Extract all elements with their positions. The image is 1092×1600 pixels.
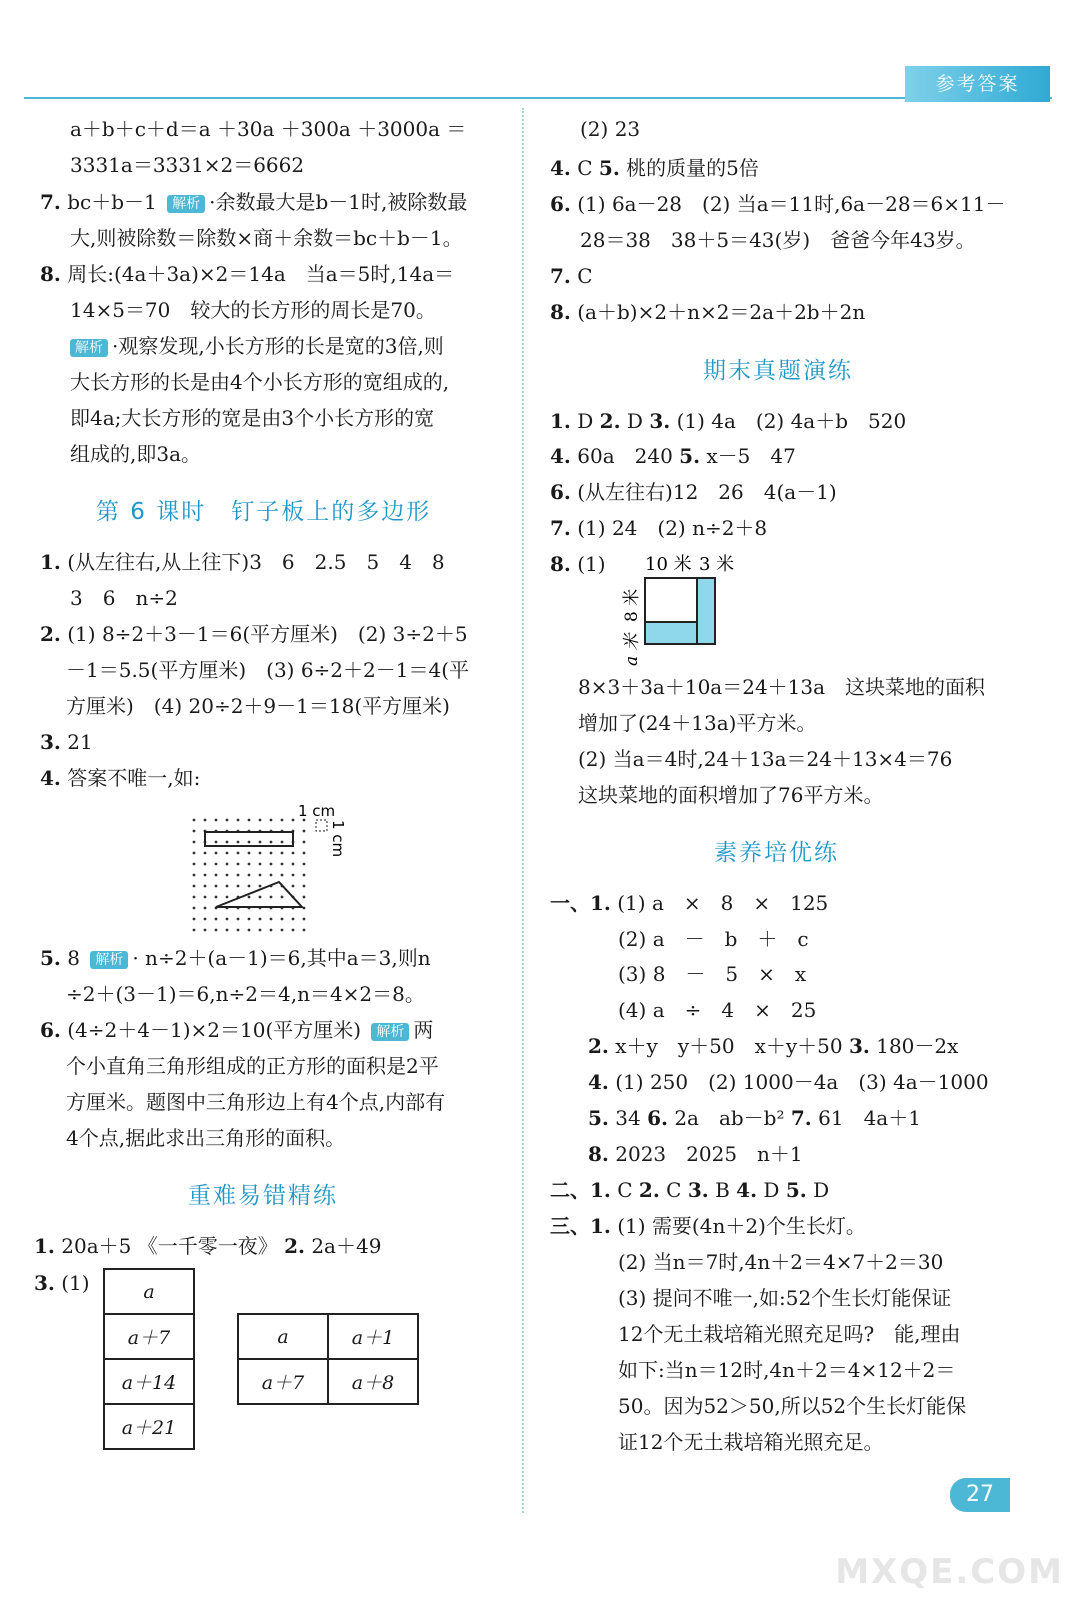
peg-dot <box>248 885 251 888</box>
item-number: 7. <box>550 516 571 540</box>
peg-dot <box>270 918 273 921</box>
answer-text: 21 <box>67 730 93 754</box>
peg-dot <box>237 885 240 888</box>
peg-dot <box>226 918 229 921</box>
item-number: 5. <box>785 1178 807 1202</box>
table-cell: a＋7 <box>238 1359 328 1404</box>
answer-text: 61 4a＋1 <box>818 1106 921 1130</box>
answer-text: (从左往右)12 26 4(a－1) <box>577 480 837 504</box>
item-number: 3. <box>687 1178 709 1202</box>
answer-text: C <box>577 264 593 288</box>
peg-dot <box>215 819 218 822</box>
peg-dot <box>237 929 240 932</box>
table-cell: a <box>104 1269 194 1314</box>
item-number: 6. <box>550 480 571 504</box>
peg-dot <box>226 819 229 822</box>
peg-dot <box>215 918 218 921</box>
section-title-literacy: 素养培优练 <box>714 840 839 866</box>
peg-dot <box>215 874 218 877</box>
peg-dot <box>270 841 273 844</box>
answer-2 <box>40 621 468 647</box>
answer-6 <box>550 191 1005 217</box>
width-add-label: 3 米 <box>699 554 735 575</box>
peg-dot <box>270 819 273 822</box>
peg-dot <box>204 874 207 877</box>
peg-dot <box>259 852 262 855</box>
item-number: 4. <box>40 766 61 790</box>
peg-dot <box>193 863 196 866</box>
peg-dot <box>193 929 196 932</box>
answer-line: (3) 提问不唯一,如:52个生长灯能保证 <box>618 1286 952 1310</box>
answer-7 <box>550 515 767 541</box>
answer-text: 周长:(4a＋3a)×2＝14a 当a＝5时,14a＝ <box>67 262 455 286</box>
peg-dot <box>292 863 295 866</box>
peg-dot <box>193 896 196 899</box>
peg-dot <box>204 863 207 866</box>
item-number: 8. <box>40 262 61 286</box>
item-number: 3. <box>848 1034 870 1058</box>
peg-dot <box>193 819 196 822</box>
item-number: 1. <box>550 409 571 433</box>
answer-text: C <box>577 156 593 180</box>
item-number: 一、1. <box>550 891 611 915</box>
answer-line: 方厘米) (4) 20÷2＋9－1＝18(平方厘米) <box>66 694 450 718</box>
answer-line: 这块菜地的面积增加了76平方米。 <box>578 783 884 807</box>
item-number: 8. <box>550 552 571 576</box>
answer-text: 答案不唯一,如: <box>67 766 201 790</box>
answer-text: (a＋b)×2＋n×2＝2a＋2b＋2n <box>577 300 866 324</box>
answer-line: ÷2＋(3－1)＝6,n÷2＝4,n＝4×2＝8。 <box>66 982 425 1006</box>
item-number: 2. <box>40 622 61 646</box>
group-3-item-1 <box>550 1213 866 1239</box>
peg-dot <box>303 863 306 866</box>
answer-line: 3 6 n÷2 <box>70 586 178 610</box>
analysis-tag: 解析 <box>167 195 205 213</box>
item-number: 8. <box>588 1142 609 1166</box>
peg-dot <box>292 885 295 888</box>
item-number: 三、1. <box>550 1214 611 1238</box>
answer-line: a＋b＋c＋d＝a ＋30a ＋300a ＋3000a ＝ <box>70 117 467 141</box>
peg-dot <box>270 852 273 855</box>
analysis-text: · n÷2＋(a－1)＝6,其中a＝3,则n <box>132 946 431 970</box>
peg-dot <box>193 852 196 855</box>
group-1-item-1 <box>550 890 828 916</box>
peg-dot <box>193 918 196 921</box>
peg-dot <box>281 841 284 844</box>
answer-3 <box>40 729 93 755</box>
answer-text: (1) 250 (2) 1000－4a (3) 4a－1000 <box>615 1070 989 1094</box>
item-number: 1. <box>34 1234 55 1258</box>
answer-line: 28＝38 38＋5＝43(岁) 爸爸今年43岁。 <box>580 228 976 252</box>
peg-dot <box>270 929 273 932</box>
peg-dot <box>193 885 196 888</box>
peg-dot <box>281 819 284 822</box>
item-number: 7. <box>550 264 571 288</box>
item-number: 2. <box>638 1178 660 1202</box>
item-number: 1. <box>40 550 61 574</box>
answer-line: (2) a － b ＋ c <box>618 927 809 951</box>
peg-dot <box>248 819 251 822</box>
added-strip-right <box>697 578 715 644</box>
length-label: 10 米 <box>645 554 692 575</box>
item-number: 7. <box>40 190 61 214</box>
peg-dot <box>193 830 196 833</box>
answer-3 <box>34 1270 90 1296</box>
peg-dot <box>215 852 218 855</box>
answer-text: (从左往右,从上往下)3 6 2.5 5 4 8 <box>67 550 445 574</box>
peg-dot <box>281 863 284 866</box>
peg-dot <box>292 929 295 932</box>
table-cell: a＋21 <box>104 1404 194 1449</box>
peg-dot <box>215 863 218 866</box>
item-number: 3. <box>40 730 61 754</box>
item-number: 2. <box>284 1234 305 1258</box>
peg-dot <box>226 863 229 866</box>
answer-line: (2) 23 <box>580 117 641 141</box>
analysis-text: ·余数最大是b－1时,被除数最 <box>209 190 468 214</box>
answer-text: C <box>617 1178 633 1202</box>
peg-dot <box>303 929 306 932</box>
answer-text: D <box>813 1178 830 1202</box>
watermark: MXQE.COM <box>835 1552 1064 1592</box>
peg-dot <box>237 852 240 855</box>
answer-text: (1) 4a (2) 4a＋b 520 <box>676 409 907 433</box>
peg-dot <box>281 929 284 932</box>
peg-dot <box>204 918 207 921</box>
peg-dot <box>248 852 251 855</box>
item-number: 5. <box>588 1106 609 1130</box>
answer-line: (2) 当a＝4时,24＋13a＝24＋13×4＝76 <box>578 747 953 771</box>
item-number: 二、1. <box>550 1178 611 1202</box>
answer-6 <box>40 1017 433 1043</box>
item-number: 4. <box>550 444 571 468</box>
answer-line: 大,则被除数＝除数×商＋余数＝bc＋b－1。 <box>70 226 463 250</box>
peg-dot <box>248 874 251 877</box>
peg-dot <box>237 819 240 822</box>
peg-dot <box>226 852 229 855</box>
peg-dot <box>226 841 229 844</box>
answer-text: (1) 需要(4n＋2)个生长灯。 <box>617 1214 866 1238</box>
answer-text: D <box>626 409 643 433</box>
answer-line: 14×5＝70 较大的长方形的周长是70。 <box>70 298 436 322</box>
answer-text: C <box>666 1178 682 1202</box>
group-2-items <box>550 1177 829 1203</box>
peg-dot <box>270 874 273 877</box>
answer-line: 12个无土栽培箱光照充足吗? 能,理由 <box>618 1322 961 1346</box>
pegboard-dots <box>193 819 306 932</box>
answer-line: 3331a＝3331×2＝6662 <box>70 153 305 177</box>
answer-4 <box>588 1069 989 1095</box>
answer-line: 证12个无土栽培箱光照充足。 <box>618 1430 884 1454</box>
peg-dot <box>259 885 262 888</box>
answer-line: 增加了(24＋13a)平方米。 <box>578 711 817 735</box>
answer-line: －1＝5.5(平方厘米) (3) 6÷2＋2－1＝4(平 <box>66 658 470 682</box>
peg-dot <box>303 852 306 855</box>
peg-dot <box>259 918 262 921</box>
answer-8 <box>40 261 454 287</box>
calendar-column-table <box>103 1268 195 1450</box>
answer-4-5 <box>550 155 759 181</box>
peg-dot <box>292 852 295 855</box>
answer-text: x＋y y＋50 x＋y＋50 <box>615 1034 843 1058</box>
item-number: 5. <box>40 946 61 970</box>
peg-dot <box>303 896 306 899</box>
analysis-tag: 解析 <box>371 1023 409 1041</box>
answer-line: (4) a ÷ 4 × 25 <box>618 998 817 1022</box>
header-rule <box>24 97 1052 99</box>
header-tab: 参考答案 <box>905 66 1050 102</box>
answer-text: (1) 24 (2) n÷2＋8 <box>577 516 768 540</box>
peg-dot <box>292 819 295 822</box>
answer-8 <box>588 1141 803 1167</box>
answer-text: (1) 8÷2＋3－1＝6(平方厘米) (2) 3÷2＋5 <box>67 622 468 646</box>
item-number: 6. <box>647 1106 668 1130</box>
peg-dot <box>259 929 262 932</box>
peg-dot <box>204 819 207 822</box>
peg-dot <box>237 863 240 866</box>
item-number: 5. <box>598 156 620 180</box>
peg-dot <box>248 896 251 899</box>
answer-line: 组成的,即3a。 <box>70 442 202 466</box>
peg-dot <box>292 918 295 921</box>
peg-dot <box>226 929 229 932</box>
table-cell: a＋8 <box>328 1359 418 1404</box>
answer-line: 4个点,据此求出三角形的面积。 <box>66 1126 346 1150</box>
answer-line: 如下:当n＝12时,4n＋2＝4×12＋2＝ <box>618 1358 956 1382</box>
pegboard-figure <box>180 800 360 940</box>
answer-text: 34 <box>615 1106 641 1130</box>
peg-dot <box>303 885 306 888</box>
peg-dot <box>226 885 229 888</box>
answer-line: (3) 8 － 5 × x <box>618 962 807 986</box>
item-number: 4. <box>736 1178 758 1202</box>
peg-dot <box>237 918 240 921</box>
answer-line: 方厘米。题图中三角形边上有4个点,内部有 <box>66 1090 446 1114</box>
answer-line: 大长方形的长是由4个小长方形的宽组成的, <box>70 370 450 394</box>
table-cell: a＋1 <box>328 1314 418 1359</box>
answer-line: 即4a;大长方形的宽是由3个小长方形的宽 <box>70 406 435 430</box>
item-number: 6. <box>550 192 571 216</box>
peg-dot <box>281 874 284 877</box>
peg-dot <box>248 918 251 921</box>
item-number: 4. <box>588 1070 609 1094</box>
analysis-text: 两 <box>413 1018 434 1042</box>
answer-text: 桃的质量的5倍 <box>626 156 759 180</box>
peg-dot <box>215 885 218 888</box>
peg-dot <box>259 896 262 899</box>
item-number: 3. <box>649 409 671 433</box>
peg-dot <box>248 841 251 844</box>
answer-text: 180－2x <box>876 1034 959 1058</box>
peg-dot <box>303 874 306 877</box>
answer-6 <box>550 479 837 505</box>
item-number: 4. <box>550 156 571 180</box>
answer-text: 2a ab－b² <box>674 1106 785 1130</box>
answer-text: 60a 240 <box>577 444 673 468</box>
item-number: 8. <box>550 300 571 324</box>
peg-dot <box>204 885 207 888</box>
answer-text: 20a＋5 《一千零一夜》 <box>61 1234 278 1258</box>
answer-text: 8 <box>67 946 80 970</box>
answer-text: 2023 2025 n＋1 <box>615 1142 803 1166</box>
peg-dot <box>259 819 262 822</box>
answer-4 <box>40 765 200 791</box>
answer-text: B <box>715 1178 730 1202</box>
answer-5-7 <box>588 1105 921 1131</box>
peg-dot <box>303 830 306 833</box>
garden-figure <box>615 548 755 670</box>
peg-dot <box>281 852 284 855</box>
answer-text: D <box>763 1178 780 1202</box>
peg-dot <box>237 841 240 844</box>
peg-dot <box>248 863 251 866</box>
peg-dot <box>226 874 229 877</box>
answer-1 <box>34 1233 381 1259</box>
peg-dot <box>303 918 306 921</box>
peg-dot <box>248 929 251 932</box>
answer-text: D <box>577 409 594 433</box>
peg-dot <box>270 863 273 866</box>
peg-dot <box>237 874 240 877</box>
peg-dot <box>292 874 295 877</box>
peg-dot <box>281 896 284 899</box>
item-number: 3. <box>34 1271 55 1295</box>
peg-dot <box>193 841 196 844</box>
answer-7 <box>550 263 593 289</box>
item-number: 6. <box>40 1018 61 1042</box>
answer-1 <box>40 549 445 575</box>
column-divider <box>522 108 524 1513</box>
peg-dot <box>270 896 273 899</box>
analysis-line <box>66 333 444 359</box>
answer-text: (1) <box>61 1271 90 1295</box>
answer-text: (1) a × 8 × 125 <box>617 891 829 915</box>
table-cell: a <box>238 1314 328 1359</box>
unit-square <box>316 820 327 831</box>
item-number: 2. <box>588 1034 609 1058</box>
answer-text: x－5 47 <box>706 444 796 468</box>
answer-8 <box>550 299 865 325</box>
calendar-square-table <box>237 1313 419 1405</box>
item-number: 5. <box>679 444 701 468</box>
peg-dot <box>215 929 218 932</box>
table-cell: a＋7 <box>104 1314 194 1359</box>
peg-dot <box>193 874 196 877</box>
answer-text: (1) 6a－28 (2) 当a＝11时,6a－28＝6×11－ <box>577 192 1006 216</box>
answer-4-5 <box>550 443 796 469</box>
answer-text: 2a＋49 <box>311 1234 382 1258</box>
analysis-text: ·观察发现,小长方形的长是宽的3倍,则 <box>112 334 444 358</box>
peg-dot <box>303 841 306 844</box>
answer-7 <box>40 189 467 215</box>
peg-dot <box>215 896 218 899</box>
page-number: 27 <box>950 1478 1010 1512</box>
peg-dot <box>204 907 207 910</box>
answer-1-3 <box>550 408 906 434</box>
answer-line: 个小直角三角形组成的正方形的面积是2平 <box>66 1054 439 1078</box>
answer-8 <box>550 551 606 577</box>
peg-dot <box>193 907 196 910</box>
scale-label-horizontal: 1 cm <box>298 802 336 820</box>
height-label: 8 米 <box>622 588 642 622</box>
analysis-tag: 解析 <box>70 339 108 357</box>
peg-dot <box>226 896 229 899</box>
answer-text: (4÷2＋4－1)×2＝10(平方厘米) <box>67 1018 362 1042</box>
peg-dot <box>259 863 262 866</box>
item-number: 7. <box>790 1106 812 1130</box>
section-title-lesson6: 第 6 课时 钉子板上的多边形 <box>96 499 432 525</box>
answer-line: 50。因为52＞50,所以52个生长灯能保 <box>618 1394 967 1418</box>
peg-dot <box>259 841 262 844</box>
section-title-final-exam: 期末真题演练 <box>703 358 853 384</box>
scale-label-vertical: 1 cm <box>329 820 347 858</box>
answer-line: 8×3＋3a＋10a＝24＋13a 这块菜地的面积 <box>578 675 986 699</box>
table-cell: a＋14 <box>104 1359 194 1404</box>
answer-text: (1) <box>577 552 606 576</box>
peg-dot <box>259 874 262 877</box>
answer-2-3 <box>588 1033 958 1059</box>
peg-dot <box>204 852 207 855</box>
peg-dot <box>204 896 207 899</box>
rectangle-shape <box>205 832 293 846</box>
analysis-tag: 解析 <box>90 951 128 969</box>
answer-text: bc＋b－1 <box>67 190 157 214</box>
added-height-label: a 米 <box>622 633 642 666</box>
item-number: 2. <box>599 409 621 433</box>
peg-dot <box>215 841 218 844</box>
answer-5 <box>40 945 431 971</box>
answer-line: (2) 当n＝7时,4n＋2＝4×7＋2＝30 <box>618 1250 944 1274</box>
peg-dot <box>204 929 207 932</box>
section-title-difficult: 重难易错精练 <box>188 1183 338 1209</box>
peg-dot <box>281 918 284 921</box>
